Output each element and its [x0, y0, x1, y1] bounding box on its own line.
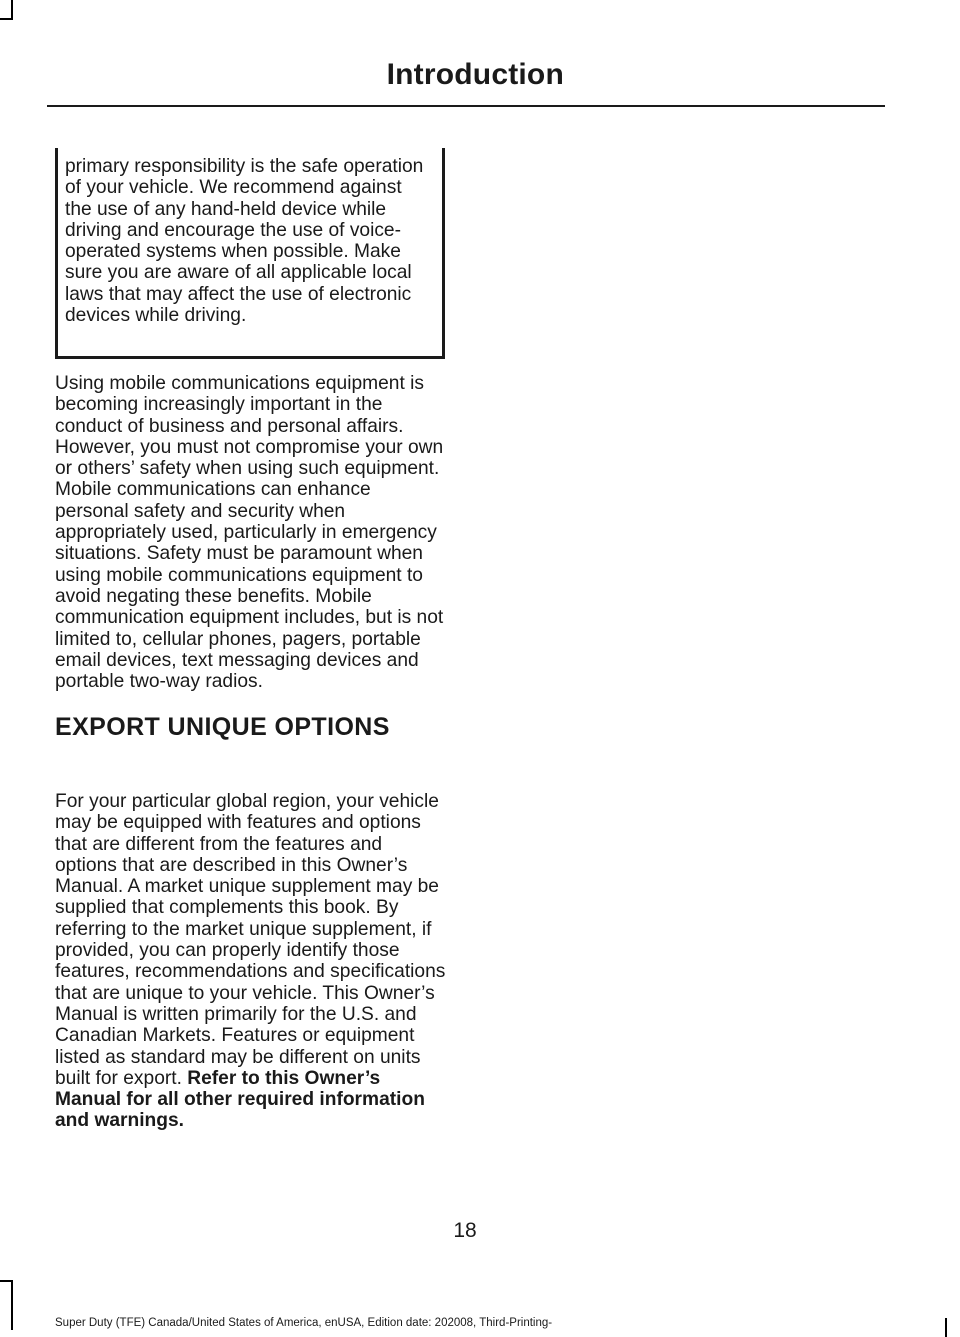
export-paragraph: [55, 791, 447, 1132]
warning-box: [55, 148, 445, 359]
crop-mark-top-left-v: [11, 0, 13, 20]
header-rule: [47, 105, 885, 107]
footer-edition-text: Super Duty (TFE) Canada/United States of America, enUSA, Edition date: 202008, Third-Printing-: [55, 1317, 553, 1329]
crop-mark-bottom-left-h: [0, 1280, 13, 1282]
section-heading-export: EXPORT UNIQUE OPTIONS: [55, 713, 390, 741]
body-column: [55, 373, 447, 692]
crop-mark-top-left-h: [0, 18, 13, 20]
export-emphasis: Refer to this Owner’s Manual for all other required information and warnings.: [55, 1067, 425, 1132]
page-title: Introduction: [386, 58, 564, 91]
export-column: [55, 791, 447, 1132]
page-number: 18: [453, 1219, 477, 1242]
warning-text: primary responsibility is the safe operation of your vehicle. We recommend against the use of any hand-held device while driving and encourage the use of voice-operated systems when possible. Make sure you are aware of all applicable local laws that may affect the use of electronic devices while driving.: [65, 156, 424, 327]
crop-mark-bottom-right: [945, 1318, 947, 1337]
crop-mark-bottom-left: [11, 1280, 13, 1330]
export-paragraph-text: For your particular global region, your vehicle may be equipped with features and options that are different from the features and options that are described in this Owner’s Manual. A market unique supplement may be supplied that complements this book. By referring to the market unique supplement, if provided, you can properly identify those features, recommendations and specifications that are unique to your vehicle. This Owner’s Manual is written primarily for the U.S. and Canadian Markets. Features or equipment listed as standard may be different on units built for export.: [55, 791, 446, 1089]
body-paragraph-mobile-equipment: Using mobile communications equipment is becoming increasingly important in the conduct of business and personal affairs. However, you must not compromise your own or others’ safety when using such equipment. Mobile communications can enhance personal safety and security when appropriately used, particularly in emergency situations. Safety must be paramount when using mobile communications equipment to avoid negating these benefits. Mobile communication equipment includes, but is not limited to, cellular phones, pagers, portable email devices, text messaging devices and portable two-way radios.: [55, 373, 444, 693]
